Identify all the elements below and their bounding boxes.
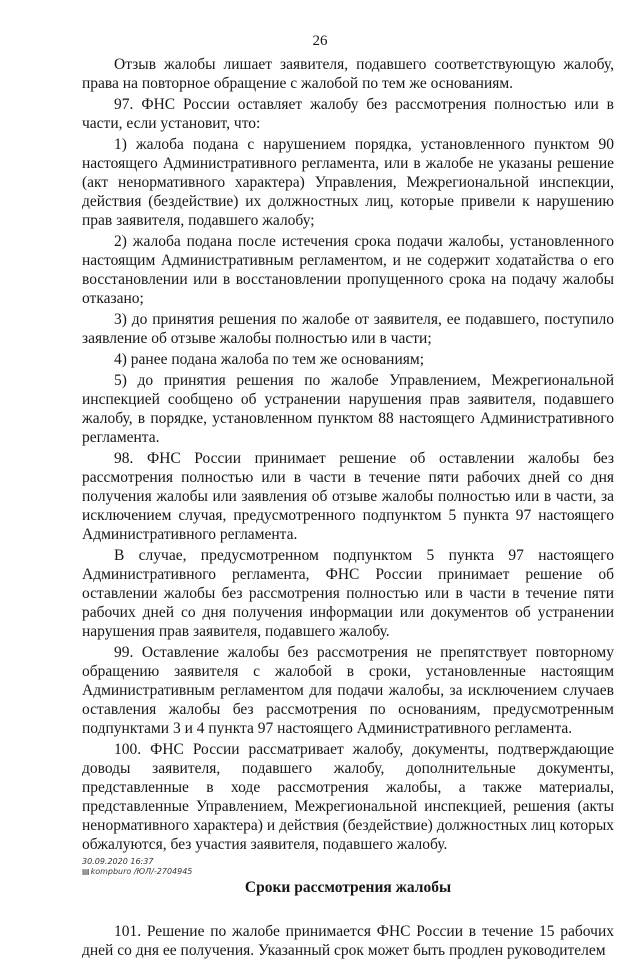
footer-date: 30.09.2020 16:37 <box>82 857 154 866</box>
paragraph-99: 99. Оставление жалобы без рассмотрения не препятствует повторному обращению заявителя с жалобой в сроки, установленные настоящим Административным регламентом для подачи жалобы, за исключением случаев оставления жалобы без рассмотрения по основаниям, предусмотренным подпунктами 3 и 4 пункта 97 настоящего Административного регламента. <box>82 644 614 737</box>
paragraph-97-item-3: 3) до принятия решения по жалобе от заявителя, ее подавшего, поступило заявление об отзыве жалобы полностью или в части; <box>82 311 614 347</box>
page-number: 26 <box>312 33 328 49</box>
document-body <box>82 55 614 962</box>
paragraph-97-item-4: 4) ранее подана жалоба по тем же основаниям; <box>114 351 425 368</box>
paragraph-97-item-5: 5) до принятия решения по жалобе Управлением, Межрегиональной инспекцией сообщено об устранении нарушения прав заявителя, подавшего жалобу, в порядке, установленном пунктом 88 настоящего Административного регламента. <box>82 372 614 446</box>
footer-source: kompburo /ЮЛ/-2704945 <box>90 867 193 876</box>
paragraph-97-item-2: 2) жалоба подана после истечения срока подачи жалобы, установленного настоящим Административным регламентом, и не содержит ходатайства о его восстановлении или в восстановлении пропущенного срока на подачу жалобы отказано; <box>82 233 614 307</box>
paragraph-101: 101. Решение по жалобе принимается ФНС России в течение 15 рабочих дней со дня ее получения. Указанный срок может быть продлен руководителем <box>82 923 614 959</box>
footer-source-line <box>82 867 192 877</box>
paragraph-100: 100. ФНС России рассматривает жалобу, документы, подтверждающие доводы заявителя, подавшего жалобу, дополнительные документы, представленные в ходе рассмотрения жалобы, а также материалы, представленные Управлением, Межрегиональной инспекцией, решения (акты ненормативного характера) и действия (бездействие) должностных лиц которых обжалуются, без участия заявителя, подавшего жалобу. <box>82 741 614 853</box>
paragraph-withdrawal: Отзыв жалобы лишает заявителя, подавшего соответствующую жалобу, права на повторное обращение с жалобой по тем же основаниям. <box>82 56 614 92</box>
section-heading: Сроки рассмотрения жалобы <box>244 879 452 896</box>
document-footer <box>82 857 192 877</box>
document-icon: ▤ <box>82 867 90 876</box>
paragraph-97-item-1: 1) жалоба подана с нарушением порядка, установленного пунктом 90 настоящего Административного регламента, или в жалобе не указаны решение (акт ненормативного характера) Управления, Межрегиональной инспекции, действия (бездействие) их должностных лиц, которые привели к нарушению прав заявителя, подавшего жалобу; <box>82 136 614 229</box>
paragraph-98-case: В случае, предусмотренном подпунктом 5 пункта 97 настоящего Административного регламента, ФНС России принимает решение об оставлении жалобы без рассмотрения полностью или в части в течение пяти рабочих дней со дня получения информации или документов об устранении нарушения прав заявителя, подавшего жалобу. <box>82 547 614 640</box>
paragraph-98: 98. ФНС России принимает решение об оставлении жалобы без рассмотрения полностью или в части в течение пяти рабочих дней со дня получения жалобы или заявления об отзыве жалобы полностью или в части, за исключением случая, предусмотренного подпунктом 5 пункта 97 настоящего Административного регламента. <box>82 450 614 543</box>
paragraph-97: 97. ФНС России оставляет жалобу без рассмотрения полностью или в части, если установит, что: <box>82 96 614 132</box>
